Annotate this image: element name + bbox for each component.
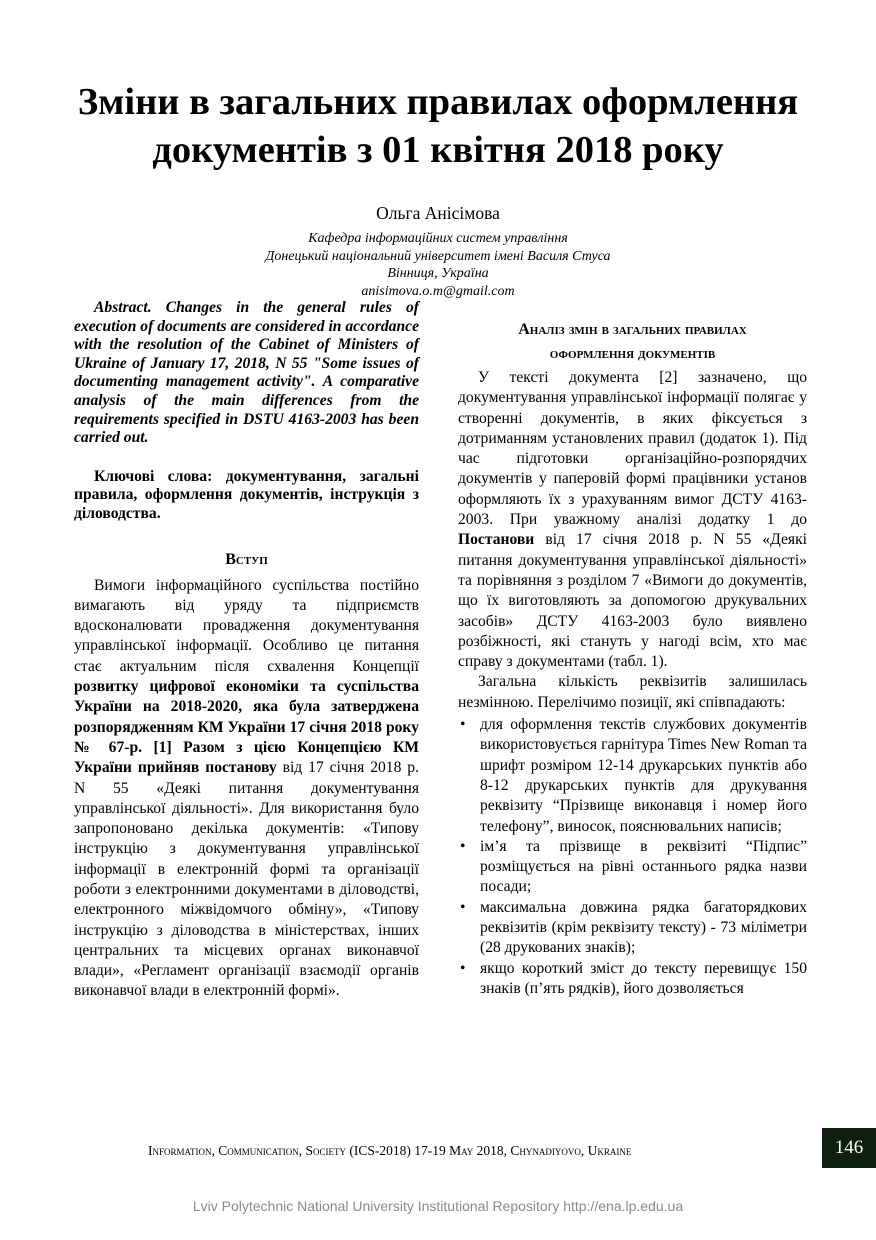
bullet-icon: • bbox=[460, 959, 466, 977]
title-line-2: документів з 01 квітня 2018 року bbox=[152, 129, 724, 171]
intro-heading: Вступ bbox=[225, 550, 268, 568]
list-item bbox=[460, 898, 807, 959]
department: Кафедра інформаційних систем управління bbox=[308, 231, 568, 246]
list-item bbox=[460, 959, 807, 1000]
title-line-1: Зміни в загальних правилах оформлення bbox=[77, 81, 799, 123]
location: Вінниця, Україна bbox=[387, 266, 489, 282]
analysis-paragraph-2: Загальна кількість реквізитів залишилась незмінною. Перелічимо позиції, які співпадають: bbox=[458, 673, 807, 711]
list-item-text: якщо короткий зміст до тексту перевищує 150 знаків (п’ять рядків), його дозволяється bbox=[480, 959, 807, 997]
left-column bbox=[74, 299, 419, 1002]
intro-text-bold: розвитку цифрової економіки та суспільства України на 2018-2020, яка була затверджена розпорядженням КМ України 17 січня 2018 року № 67-р. [1] Разом з цією Концепцією КМ України прийняв постанову bbox=[74, 678, 419, 777]
abstract: Abstract. Changes in the general rules of execution of documents are considered in accordance with the resolution of the Cabinet of Ministers of Ukraine of January 17, 2018, N 55 "Some issues of documenting management activity". A comparative analysis of the main differences from the requirements specified in DSTU 4163-2003 has been carried out. bbox=[74, 299, 419, 447]
paper-title bbox=[40, 78, 836, 174]
author-name: Ольга Анісімова bbox=[376, 203, 500, 223]
keywords: Ключові слова: документування, загальні правила, оформлення документів, інструкція з діловодства. bbox=[74, 467, 419, 522]
analysis-heading bbox=[458, 318, 807, 366]
university: Донецький національний університет імені Василя Стуса bbox=[265, 248, 611, 264]
analysis-heading-line-1: Аналіз змін в загальних правилах bbox=[518, 321, 747, 338]
bullet-icon: • bbox=[460, 716, 466, 734]
intro-text-1: Вимоги інформаційного суспільства постійно вимагають від уряду та підприємств вдосконалювати провадження документування управлінської інформації. Особливо це питання стає актуальним після схвалення Концепції bbox=[74, 576, 419, 675]
bullet-icon: • bbox=[460, 837, 466, 855]
bullet-icon: • bbox=[460, 898, 466, 916]
analysis-text-1: У тексті документа [2] зазначено, що документування управлінської інформації полягає у створенні документів, в яких фіксується з дотриманням установлених правил (додаток 1). Під час підготовки організаційно-розпорядчих документів у паперовій формі працівники установ оформляють їх з урахуванням вимог ДСТУ 4163-2003. При уважному аналізі додатку 1 до bbox=[458, 369, 807, 529]
email: anisimova.o.m@gmail.com bbox=[361, 283, 515, 299]
repository-watermark: Lviv Polytechnic National University Institutional Repository http://ena.lp.edu.ua bbox=[192, 1198, 684, 1214]
list-item-text: для оформлення текстів службових документів використовується гарнітура Times New Roman та шрифт розміром 12-14 друкарських пунктів або 8-12 друкарських пунктів для друкування реквізиту “Прізвище виконавця і номер його телефону”, виносок, пояснювальних написів; bbox=[480, 716, 807, 835]
analysis-text-2: від 17 січня 2018 р. N 55 «Деякі питання документування управлінської діяльності» та порівняння з розділом 7 «Вимоги до документів, що їх виготовляють за допомогою друкувальних засобів» ДСТУ 4163-2003 було виявлено розбіжності, які стануть у нагоді всім, хто має справу з документами (табл. 1). bbox=[458, 531, 807, 671]
requirements-list bbox=[458, 715, 807, 999]
analysis-text-bold: Постанови bbox=[458, 531, 535, 549]
list-item-text: максимальна довжина рядка багаторядкових реквізитів (крім реквізиту тексту) - 73 міліметри (28 друкованих знаків); bbox=[480, 898, 807, 957]
right-column bbox=[458, 318, 807, 999]
analysis-heading-line-2: оформлення документів bbox=[549, 345, 716, 362]
affiliation bbox=[0, 230, 876, 300]
intro-paragraph bbox=[74, 576, 419, 1002]
list-item bbox=[460, 837, 807, 898]
list-item-text: ім’я та прізвище в реквізиті “Підпис” розміщується на рівні останнього рядка назви посади; bbox=[480, 837, 807, 896]
intro-text-2: від 17 січня 2018 р. N 55 «Деякі питання документування управлінської діяльності». Для використання було запропоновано декілька документів: «Типову інструкцію з документування управлінської інформації в електронній формі та організації роботи з електронними документами в діловодстві, електронного міжвідомчого обміну», «Типову інструкцію з діловодства в міністерствах, інших центральних та місцевих органах виконавчої влади», «Регламент організації взаємодії органів виконавчої влади в електронній формі». bbox=[74, 759, 419, 1000]
analysis-paragraph-1 bbox=[458, 368, 807, 672]
list-item bbox=[460, 715, 807, 837]
conference-footer: Information, Communication, Society (ICS-2018) 17-19 May 2018, Chynadiyovo, Ukraine bbox=[148, 1143, 632, 1158]
page-number: 146 bbox=[822, 1128, 876, 1168]
